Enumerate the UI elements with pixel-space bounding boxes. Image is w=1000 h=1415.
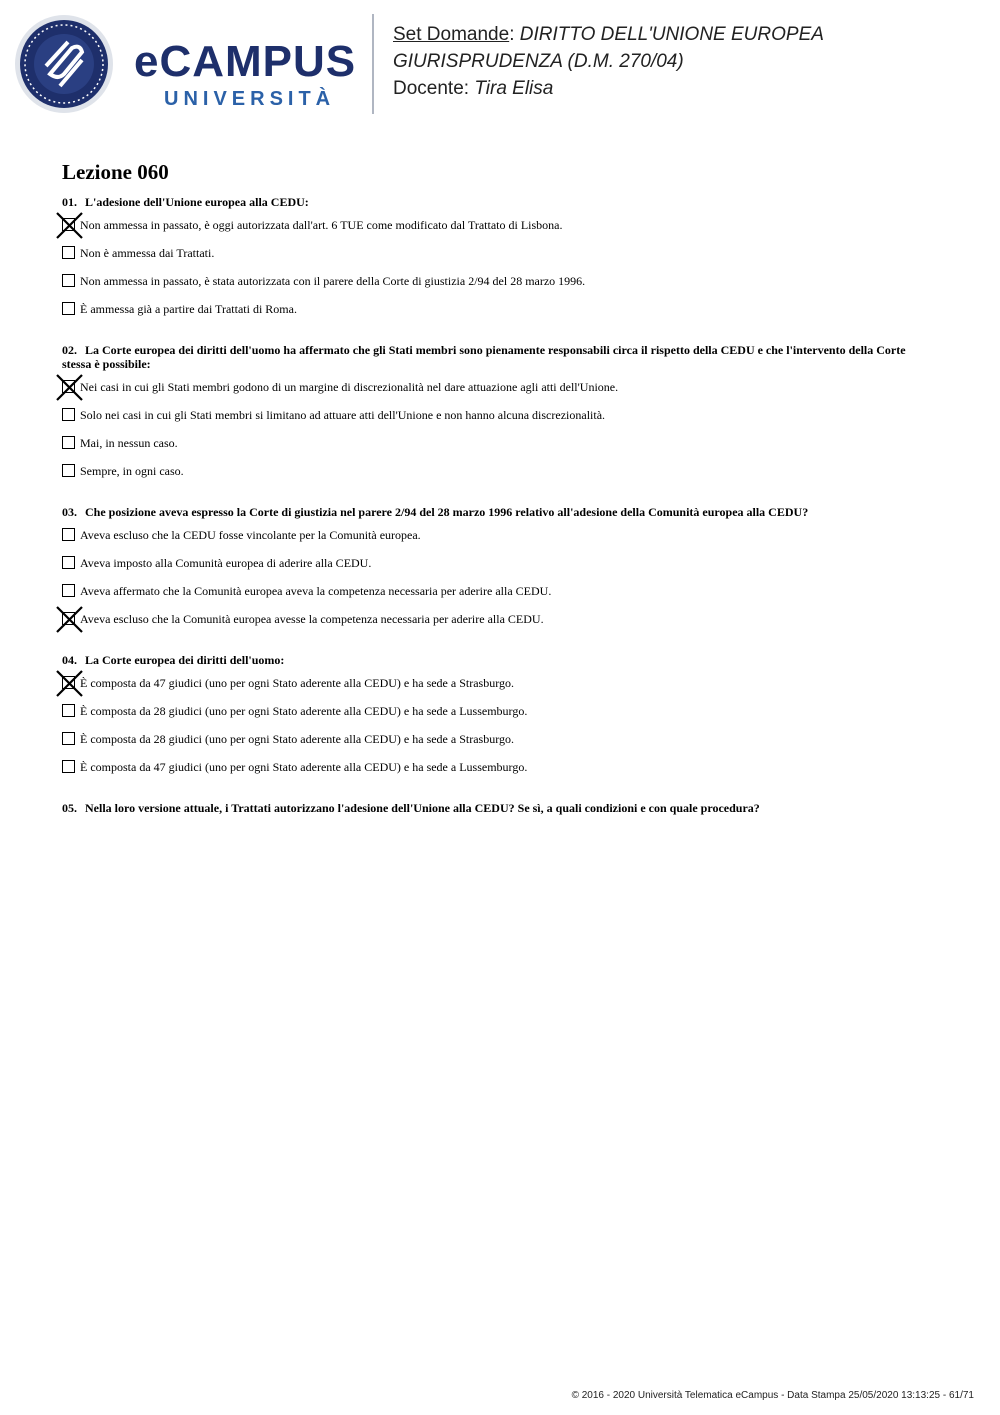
question-label: La Corte europea dei diritti dell'uomo: bbox=[85, 653, 285, 667]
question-number: 03. bbox=[62, 505, 77, 519]
question-list bbox=[62, 195, 932, 815]
question-label: Nella loro versione attuale, i Trattati autorizzano l'adesione dell'Unione alla CEDU? Se sì, a quali condizioni e con quale procedura? bbox=[85, 801, 760, 815]
answer-option[interactable] bbox=[62, 703, 932, 731]
checkbox[interactable] bbox=[62, 246, 75, 259]
question-block bbox=[62, 195, 932, 329]
checkbox[interactable] bbox=[62, 302, 75, 315]
checked-checkbox[interactable] bbox=[62, 380, 75, 393]
answer-option[interactable] bbox=[62, 527, 932, 555]
question-number: 05. bbox=[62, 801, 77, 815]
question-block bbox=[62, 505, 932, 639]
set-label: Set Domande bbox=[393, 24, 510, 45]
brand-name: eCAMPUS bbox=[134, 37, 357, 86]
answer-option[interactable] bbox=[62, 217, 932, 245]
check-x-icon bbox=[56, 670, 83, 697]
option-label: È ammessa già a partire dai Trattati di Roma. bbox=[80, 302, 297, 316]
checked-checkbox[interactable] bbox=[62, 612, 75, 625]
page-header bbox=[0, 0, 1000, 130]
answer-option[interactable] bbox=[62, 301, 932, 329]
question-number: 01. bbox=[62, 195, 77, 209]
checkbox[interactable] bbox=[62, 436, 75, 449]
answer-option[interactable] bbox=[62, 583, 932, 611]
teacher-label: Docente: bbox=[393, 78, 475, 99]
question-block bbox=[62, 653, 932, 787]
answer-option[interactable] bbox=[62, 611, 932, 639]
option-label: È composta da 28 giudici (uno per ogni Stato aderente alla CEDU) e ha sede a Lussemburgo. bbox=[80, 704, 528, 718]
option-label: Non ammessa in passato, è oggi autorizzata dall'art. 6 TUE come modificato dal Trattato di Lisbona. bbox=[80, 218, 563, 232]
checkbox[interactable] bbox=[62, 732, 75, 745]
question-label: Che posizione aveva espresso la Corte di giustizia nel parere 2/94 del 28 marzo 1996 relativo all'adesione della Comunità europea alla CEDU? bbox=[85, 505, 809, 519]
answer-option[interactable] bbox=[62, 463, 932, 491]
answer-option[interactable] bbox=[62, 379, 932, 407]
answer-option[interactable] bbox=[62, 759, 932, 787]
course-name: DIRITTO DELL'UNIONE EUROPEA bbox=[519, 24, 824, 45]
option-label: Solo nei casi in cui gli Stati membri si limitano ad attuare atti dell'Unione e non hanno alcuna discrezionalità. bbox=[80, 408, 606, 422]
checkbox[interactable] bbox=[62, 274, 75, 287]
option-label: È composta da 28 giudici (uno per ogni Stato aderente alla CEDU) e ha sede a Strasburgo. bbox=[80, 732, 514, 746]
option-label: Nei casi in cui gli Stati membri godono di un margine di discrezionalità nel dare attuazione agli atti dell'Unione. bbox=[80, 380, 619, 394]
question-text bbox=[62, 653, 932, 667]
ecampus-emblem-logo bbox=[14, 14, 114, 114]
degree-name: GIURISPRUDENZA (D.M. 270/04) bbox=[393, 51, 684, 72]
question-text bbox=[62, 195, 932, 209]
set-separator: : bbox=[509, 24, 520, 45]
question-number: 02. bbox=[62, 343, 77, 357]
check-x-icon bbox=[56, 606, 83, 633]
checkbox[interactable] bbox=[62, 584, 75, 597]
checked-checkbox[interactable] bbox=[62, 218, 75, 231]
option-label: Aveva escluso che la Comunità europea avesse la competenza necessaria per aderire alla CEDU. bbox=[80, 612, 544, 626]
option-label: Aveva affermato che la Comunità europea aveva la competenza necessaria per aderire alla CEDU. bbox=[80, 584, 552, 598]
question-number: 04. bbox=[62, 653, 77, 667]
teacher-line bbox=[393, 75, 824, 102]
answer-option[interactable] bbox=[62, 731, 932, 759]
option-label: Aveva imposto alla Comunità europea di aderire alla CEDU. bbox=[80, 556, 372, 570]
question-block bbox=[62, 801, 932, 815]
question-label: La Corte europea dei diritti dell'uomo ha affermato che gli Stati membri sono pienamente responsabili circa il rispetto della CEDU e che l'intervento della Corte stessa è possibile: bbox=[62, 343, 906, 371]
checkbox[interactable] bbox=[62, 464, 75, 477]
checkbox[interactable] bbox=[62, 408, 75, 421]
check-x-icon bbox=[56, 374, 83, 401]
header-divider bbox=[372, 14, 374, 114]
ecampus-wordmark-logo bbox=[134, 37, 364, 120]
answer-option[interactable] bbox=[62, 273, 932, 301]
checked-checkbox[interactable] bbox=[62, 676, 75, 689]
option-label: Non è ammessa dai Trattati. bbox=[80, 246, 215, 260]
quiz-content bbox=[62, 160, 932, 829]
set-line bbox=[393, 21, 824, 48]
question-label: L'adesione dell'Unione europea alla CEDU: bbox=[85, 195, 309, 209]
checkbox[interactable] bbox=[62, 704, 75, 717]
checkbox[interactable] bbox=[62, 556, 75, 569]
option-label: Sempre, in ogni caso. bbox=[80, 464, 184, 478]
check-x-icon bbox=[56, 212, 83, 239]
header-info bbox=[393, 21, 824, 102]
option-label: Aveva escluso che la CEDU fosse vincolante per la Comunità europea. bbox=[80, 528, 421, 542]
answer-option[interactable] bbox=[62, 675, 932, 703]
teacher-name: Tira Elisa bbox=[474, 78, 554, 99]
question-text bbox=[62, 343, 932, 371]
answer-option[interactable] bbox=[62, 407, 932, 435]
option-label: Non ammessa in passato, è stata autorizzata con il parere della Corte di giustizia 2/94 del 28 marzo 1996. bbox=[80, 274, 586, 288]
question-text bbox=[62, 505, 932, 519]
answer-option[interactable] bbox=[62, 555, 932, 583]
option-label: Mai, in nessun caso. bbox=[80, 436, 178, 450]
checkbox[interactable] bbox=[62, 760, 75, 773]
checkbox[interactable] bbox=[62, 528, 75, 541]
answer-option[interactable] bbox=[62, 245, 932, 273]
lesson-title: Lezione 060 bbox=[62, 160, 169, 184]
answer-option[interactable] bbox=[62, 435, 932, 463]
option-label: È composta da 47 giudici (uno per ogni Stato aderente alla CEDU) e ha sede a Lussemburgo. bbox=[80, 760, 528, 774]
page-footer: © 2016 - 2020 Università Telematica eCampus - Data Stampa 25/05/2020 13:13:25 - 61/71 bbox=[571, 1390, 974, 1401]
option-label: È composta da 47 giudici (uno per ogni Stato aderente alla CEDU) e ha sede a Strasburgo. bbox=[80, 676, 514, 690]
question-block bbox=[62, 343, 932, 491]
question-text bbox=[62, 801, 932, 815]
brand-subtitle: UNIVERSITÀ bbox=[164, 88, 336, 110]
